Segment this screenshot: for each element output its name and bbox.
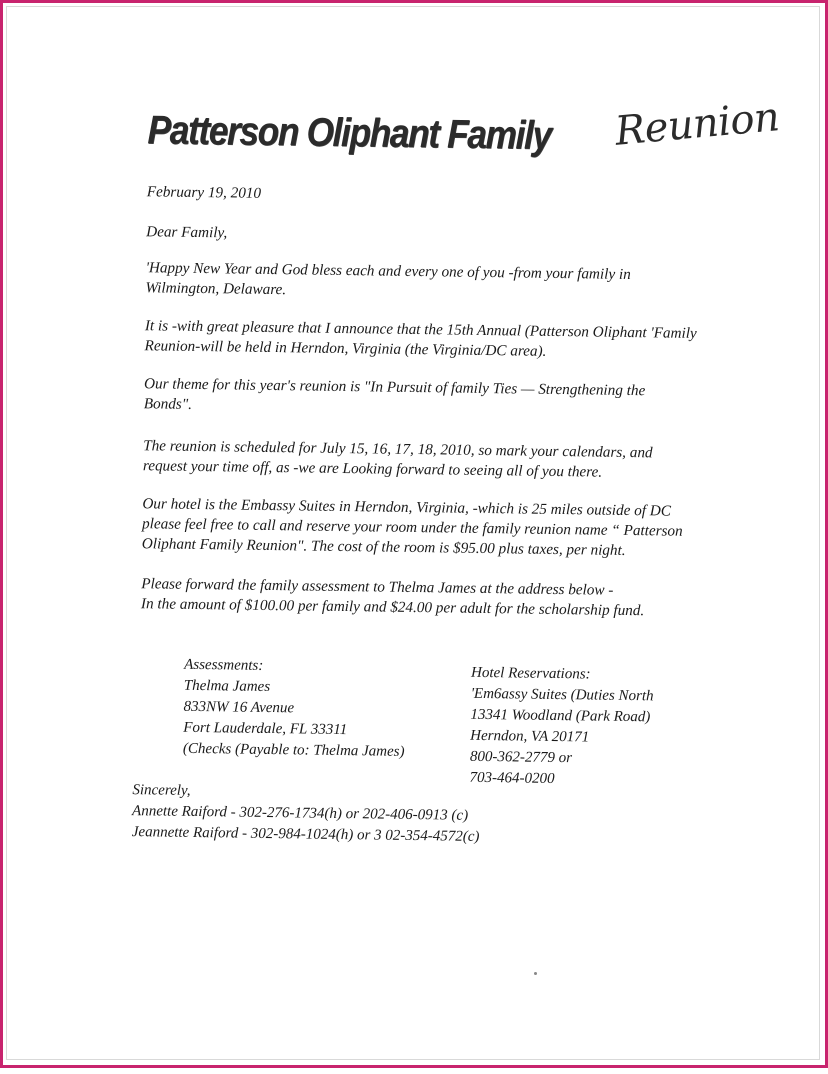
salutation: Dear Family, <box>146 223 228 242</box>
assessments-block <box>183 655 406 763</box>
assessments-heading: Assessments: <box>184 656 264 674</box>
closing-signer-2: Jeannette Raiford - 302-984-1024(h) or 3 02-354-4572(c) <box>131 824 480 845</box>
para5-line3: Oliphant Family Reunion". The cost of the room is $95.00 plus taxes, per night. <box>141 535 626 559</box>
title-main: Patterson Oliphant Family <box>147 108 552 158</box>
para2-line1: It is -with great pleasure that I announce that the 15th Annual (Patterson Oliphant 'Family <box>144 317 697 342</box>
para3-line1: Our theme for this year's reunion is "In Pursuit of family Ties — Strengthening the <box>143 375 646 400</box>
hotel-phone-1: 800-362-2779 or <box>469 748 573 767</box>
para5-line2: please feel free to call and reserve your room under the family reunion name “ Patterson <box>141 515 683 540</box>
para1-line1: 'Happy New Year and God bless each and every one of you -from your family in <box>145 259 631 283</box>
hotel-phone-2: 703-464-0200 <box>469 769 555 787</box>
hotel-name: 'Em6assy Suites (Duties North <box>470 685 654 705</box>
hotel-heading: Hotel Reservations: <box>470 664 591 683</box>
para4-line1: The reunion is scheduled for July 15, 16, 17, 18, 2010, so mark your calendars, and <box>143 437 653 462</box>
para4-line2: request your time off, as -we are Looking forward to seeing all of you there. <box>142 457 603 481</box>
closing-signer-1: Annette Raiford - 302-276-1734(h) or 202-406-0913 (c) <box>131 803 469 824</box>
scan-speck <box>534 972 537 975</box>
para5-line1: Our hotel is the Embassy Suites in Herndon, Virginia, -which is 25 miles outside of DC <box>142 495 672 520</box>
letter-title <box>147 94 782 159</box>
closing-block <box>132 780 481 848</box>
para6-line2: In the amount of $100.00 per family and $24.00 per adult for the scholarship fund. <box>140 595 645 620</box>
title-script: Reunion <box>613 94 782 155</box>
hotel-street: 13341 Woodland (Park Road) <box>470 706 651 726</box>
para1-line2: Wilmington, Delaware. <box>145 279 287 299</box>
assessments-city: Fort Lauderdale, FL 33311 <box>183 719 348 739</box>
hotel-city: Herndon, VA 20171 <box>470 727 590 746</box>
hotel-block <box>469 663 654 792</box>
para3-line2: Bonds". <box>143 395 193 413</box>
assessments-street: 833NW 16 Avenue <box>183 698 295 717</box>
closing-sincerely: Sincerely, <box>132 782 191 799</box>
letter-date: February 19, 2010 <box>146 183 262 202</box>
para6-line1: Please forward the family assessment to Thelma James at the address below - <box>141 575 614 599</box>
para2-line2: Reunion-will be held in Herndon, Virginia (the Virginia/DC area). <box>144 337 547 360</box>
assessments-checks-note: (Checks (Payable to: Thelma James) <box>182 740 405 760</box>
assessments-name: Thelma James <box>183 677 271 696</box>
